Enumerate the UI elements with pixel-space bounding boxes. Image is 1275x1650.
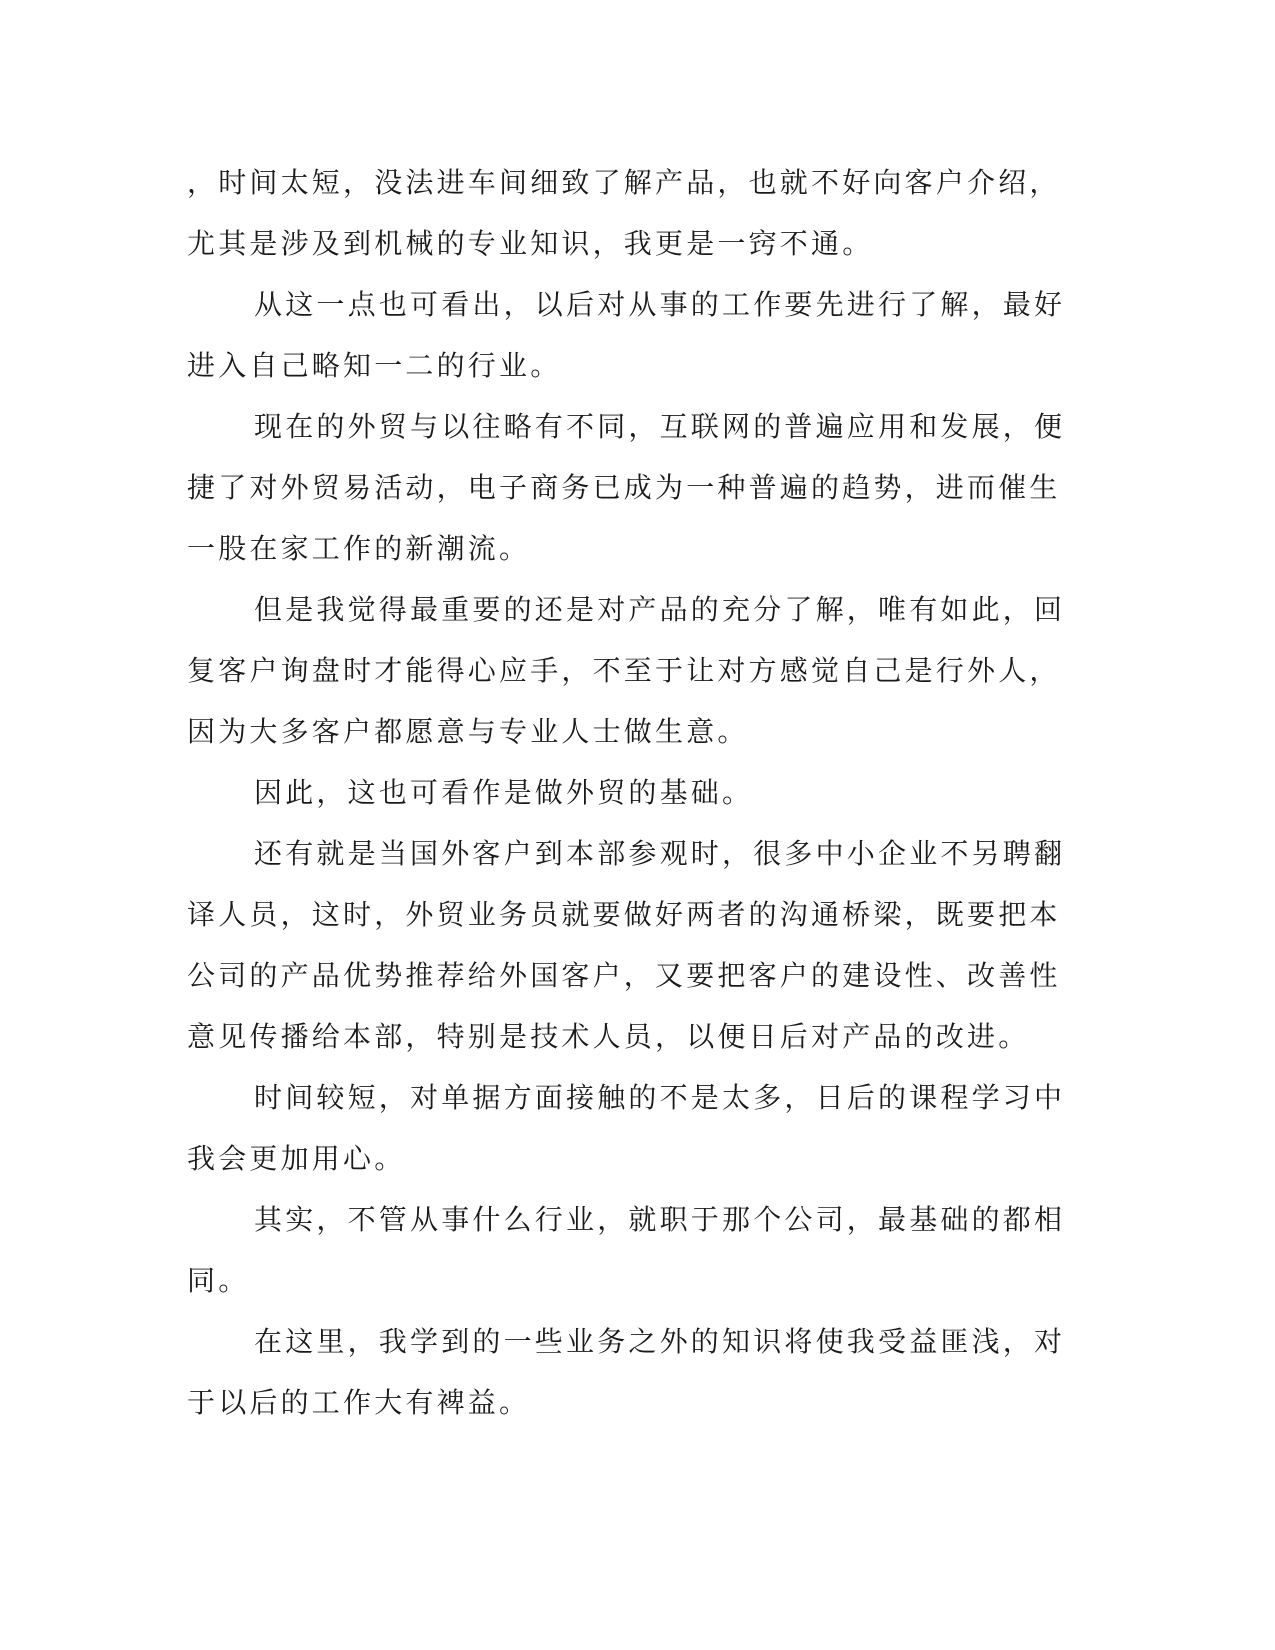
paragraph: 现在的外贸与以往略有不同，互联网的普遍应用和发展，便捷了对外贸易活动，电子商务已成为一种普遍的趋势，进而催生一股在家工作的新潮流。 — [187, 410, 1066, 565]
paragraph-continuation: ，时间太短，没法进车间细致了解产品，也就不好向客户介绍，尤其是涉及到机械的专业知识，我更是一窍不通。 — [187, 166, 1061, 260]
paragraph: 因此，这也可看作是做外贸的基础。 — [254, 776, 754, 809]
paragraph: 时间较短，对单据方面接触的不是太多，日后的课程学习中我会更加用心。 — [187, 1081, 1066, 1175]
paragraph: 但是我觉得最重要的还是对产品的充分了解，唯有如此，回复客户询盘时才能得心应手，不至于让对方感觉自己是行外人，因为大多客户都愿意与专业人士做生意。 — [187, 593, 1066, 748]
body-text — [187, 152, 1075, 1433]
paragraph: 在这里，我学到的一些业务之外的知识将使我受益匪浅，对于以后的工作大有裨益。 — [187, 1325, 1066, 1419]
paragraph: 还有就是当国外客户到本部参观时，很多中小企业不另聘翻译人员，这时，外贸业务员就要做好两者的沟通桥梁，既要把本公司的产品优势推荐给外国客户，又要把客户的建设性、改善性意见传播给本部，特别是技术人员，以便日后对产品的改进。 — [187, 837, 1066, 1053]
paragraph: 从这一点也可看出，以后对从事的工作要先进行了解，最好进入自己略知一二的行业。 — [187, 288, 1066, 382]
paragraph: 其实，不管从事什么行业，就职于那个公司，最基础的都相同。 — [187, 1203, 1066, 1297]
